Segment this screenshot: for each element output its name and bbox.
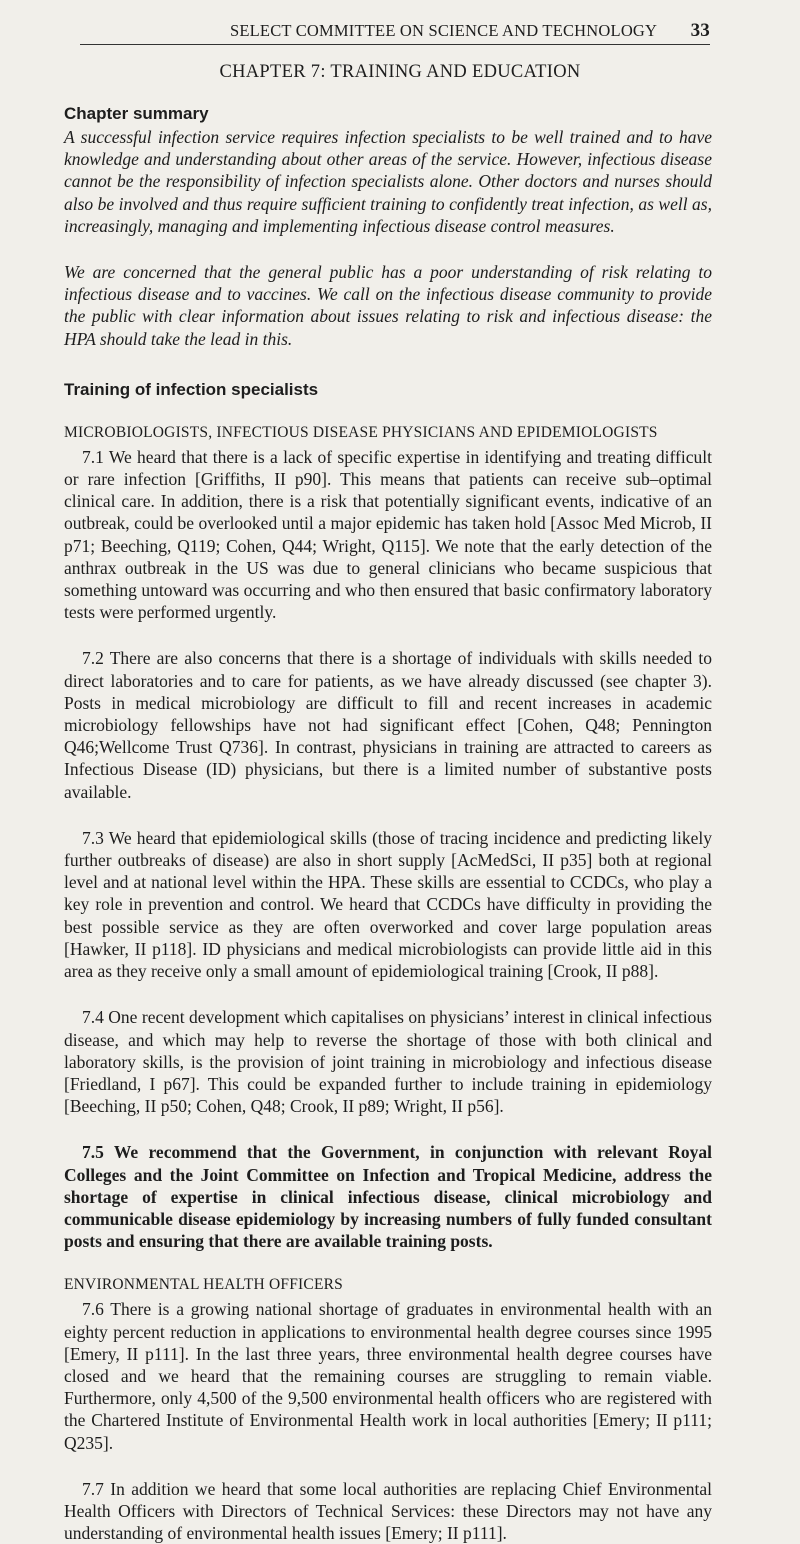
subsection-heading: ENVIRONMENTAL HEALTH OFFICERS xyxy=(64,1276,343,1294)
body-paragraph: 7.1 We heard that there is a lack of specific expertise in identifying and treating difficult or rare infection [Griffiths, II p90]. This means that patients can receive sub–optimal clinical care. In addition, there is a risk that potentially significant events, indicative of an outbreak, could be overlooked until a major epidemic has taken hold [Assoc Med Microb, II p71; Beeching, Q119; Cohen, Q44; Wright, Q115]. We note that the early detection of the anthrax outbreak in the US was due to general clinicians who became suspicious that something untoward was occurring and who then ensured that basic confirmatory laboratory tests were performed urgently. xyxy=(64,446,712,623)
summary-paragraph: A successful infection service requires infection specialists to be well trained and to have knowledge and understanding about other areas of the service. However, infectious disease cannot be the responsibility of infection specialists alone. Other doctors and nurses should also be involved and thus require sufficient training to confidently treat infection, as well as, increasingly, managing and implementing infectious disease control measures. xyxy=(64,127,712,236)
body-paragraph: 7.4 One recent development which capitalises on physicians’ interest in clinical infectious disease, and which may help to reverse the shortage of those with both clinical and laboratory skills, is the provision of joint training in microbiology and infectious disease [Friedland, I p67]. This could be expanded further to include training in epidemiology [Beeching, II p50; Cohen, Q48; Crook, II p89; Wright, II p56]. xyxy=(64,1007,712,1117)
section-heading: Training of infection specialists xyxy=(64,379,319,399)
body-paragraph: 7.7 In addition we heard that some local authorities are replacing Chief Environmental Health Officers with Directors of Technical Services: these Directors may not have any understanding of environmental health issues [Emery; II p111]. xyxy=(64,1478,712,1544)
running-title: SELECT COMMITTEE ON SCIENCE AND TECHNOLOGY xyxy=(230,21,658,40)
recommendation-paragraph: 7.5 We recommend that the Government, in conjunction with relevant Royal Colleges and the Joint Committee on Infection and Tropical Medicine, address the shortage of expertise in clinical infectious disease, clinical microbiology and communicable disease epidemiology by increasing numbers of fully funded consultant posts and ensuring that there are available training posts. xyxy=(64,1142,712,1252)
body-paragraph: 7.2 There are also concerns that there is a shortage of individuals with skills needed to direct laboratories and to care for patients, as we have already discussed (see chapter 3). Posts in medical microbiology are difficult to fill and recent increases in academic microbiology fellowships have not had significant effect [Cohen, Q48; Pennington Q46;Wellcome Trust Q736]. In contrast, physicians in training are attracted to careers as Infectious Disease (ID) physicians, but there is a limited number of substantive posts available. xyxy=(64,648,712,802)
body-paragraph: 7.3 We heard that epidemiological skills (those of tracing incidence and predicting likely further outbreaks of disease) are also in short supply [AcMedSci, II p35] both at regional level and at national level within the HPA. These skills are essential to CCDCs, who play a key role in prevention and control. We heard that CCDCs have difficulty in providing the best possible service as they are often overworked and cover large population areas [Hawker, II p118]. ID physicians and medical microbiologists can provide little aid in this area as they receive only a small amount of epidemiological training [Crook, II p88]. xyxy=(64,827,712,982)
page-content xyxy=(64,104,712,1544)
summary-heading: Chapter summary xyxy=(64,104,209,123)
summary-paragraph: We are concerned that the general public has a poor understanding of risk relating to infectious disease and to vaccines. We call on the infectious disease community to provide the public with clear information about issues relating to risk and infectious disease: the HPA should take the lead in this. xyxy=(64,262,712,349)
body-paragraph: 7.6 There is a growing national shortage of graduates in environmental health with an eighty percent reduction in applications to environmental health degree courses since 1995 [Emery, II p111]. In the last three years, three environmental health degree courses have closed and we heard that the remaining courses are struggling to remain viable. Furthermore, only 4,500 of the 9,500 environmental health officers who are registered with the Chartered Institute of Environmental Health work in local authorities [Emery; II p111; Q235]. xyxy=(64,1299,712,1453)
running-header xyxy=(80,20,710,45)
chapter-title: CHAPTER 7: TRAINING AND EDUCATION xyxy=(219,62,581,82)
page-number: 33 xyxy=(690,20,710,41)
subsection-heading: MICROBIOLOGISTS, INFECTIOUS DISEASE PHYSICIANS AND EPIDEMIOLOGISTS xyxy=(64,423,658,441)
